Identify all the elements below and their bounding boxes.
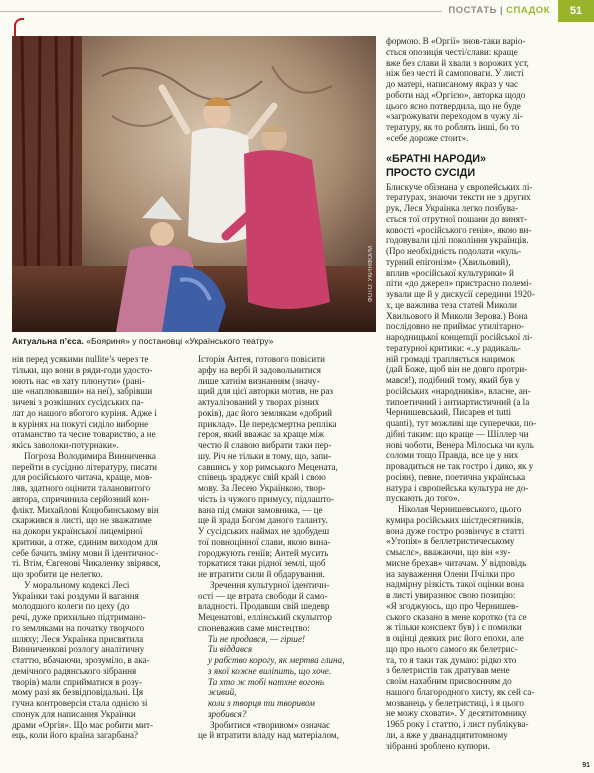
text-line: ли, а вже у дванадцятитомному (386, 729, 508, 740)
text-line: щий для цієї авторки мотив, не раз (198, 386, 334, 397)
text-line: У моральному кодексі Лесі (24, 579, 130, 590)
footer-mark: 91 (582, 762, 590, 769)
text-line: років), дає його землякам «добрий (198, 407, 333, 418)
text-line: нові чоботи, Венера Мілоська чи куль (386, 439, 534, 450)
section-subheading: ПРОСТО СУСІДИ (386, 166, 476, 179)
text-line: демічного радянського зібрання (12, 665, 137, 676)
text-line: Меценатові, еллінський скульптор (198, 612, 332, 622)
text-line: ється опозиція честі/слави: краще (386, 46, 518, 57)
text-line: тературах, знаючи тексти не з других (386, 192, 531, 203)
text-line: своїм нахабним присвоєнням до (386, 676, 512, 686)
text-line: владності. Продавши свій шедевр (198, 601, 330, 612)
poem-line: Та хто ж тобі натхне вогонь (208, 676, 325, 687)
section-label-secondary: СПАДОК (506, 5, 550, 16)
text-line: го земляками на початку творчого (12, 622, 145, 633)
text-line: ніж без честі й самоповаги. У листі (386, 68, 524, 79)
text-line: не втратити сили й обдарування. (198, 569, 325, 579)
text-line: смыслє», вважаючи, що він «зу- (386, 547, 511, 557)
text-line: ній громаді трапляється нацимок (386, 353, 515, 364)
text-line: та, то я таки так думаю: рідко хто (386, 654, 517, 665)
text-line: роботи над «Оргією», авторка щодо (386, 89, 526, 100)
text-line: Винниченкові розлогу аналітичну (12, 644, 145, 655)
text-line: ості — це втрата свободи й само- (198, 590, 328, 601)
text-line: Погроза Володимира Винниченка (24, 450, 156, 461)
article-column-3 (386, 36, 582, 751)
text-line: арфу на вербі й задовольнитися (198, 364, 321, 375)
text-line: з белетристів так дратував мене (386, 665, 510, 676)
text-line: на докори української лицемірної (12, 526, 143, 536)
text-line: Ніколая Чернишевського, цього (398, 504, 522, 514)
text-line: «Утопія» в беллетристичеському (386, 536, 515, 547)
text-line: споневажив саме мистецтво: (198, 622, 310, 633)
caption-text: «Бояриня» у постановці «Українського театру» (83, 336, 274, 346)
text-line: типоетичний і антиартистичний (а la (386, 396, 530, 407)
caption-bold: Актуальна п’єса. (12, 336, 84, 346)
text-line: тературу, як то роблять інші, бо то (386, 122, 520, 132)
text-line: ше «наплювавши» на неї), забрівши (12, 386, 153, 397)
section-subheading: «БРАТНІ НАРОДИ» (386, 152, 487, 165)
text-line: Українки такі роздуми й вагання (12, 590, 139, 601)
text-line: росіян), певне, поетична українська (386, 471, 526, 482)
text-line: мисне брехав» читачам. У відповідь (386, 557, 527, 568)
text-line: творів) мали сприйматися в розу- (12, 676, 142, 687)
text-line: ляв, здатного оцінити талановитого (12, 483, 151, 493)
stage-photo (12, 36, 376, 332)
text-line: автора, спричинила серйозний кон- (12, 493, 150, 504)
text-line: драми «Оргія». Що має робити мит- (12, 719, 154, 730)
text-line: вже без слави й хвали з ворожих уст, (386, 57, 529, 68)
photo-caption (12, 336, 376, 346)
header-rule (0, 11, 470, 12)
text-line: отаманство та чесне товариство, а не (12, 429, 156, 440)
text-line: Зречення культурної ідентичн- (210, 579, 330, 590)
poem-line: Ти віддався (208, 644, 253, 655)
text-line: героя, який вважає за краще між (198, 429, 325, 440)
text-line: тільки, що вони в ряди-годи удосто- (12, 364, 153, 375)
page-number: 51 (558, 0, 594, 22)
text-line: quanti), тут можливі ще суперечки, по- (386, 418, 537, 428)
text-line: ті. Втім, Євгенові Чикаленку звірявся, (12, 558, 161, 569)
poem-line: зробився? (208, 708, 247, 719)
text-line: ж тільки конспект був) і є помилки (386, 622, 522, 633)
text-line: надмірну різкість такої оцінки вона (386, 579, 525, 590)
text-line: нів перед усякими nullite’s через те (12, 354, 149, 364)
text-line: в курінях на покуті сиділо виборне (12, 418, 149, 429)
text-line: актуалізований у творах різних (198, 397, 320, 407)
article-column-2 (198, 354, 378, 741)
poem-line: коли з творця ти творивом (208, 698, 315, 708)
text-line: Блискуче обізнана у європейських лі- (386, 181, 533, 192)
text-line: «себе дороже стоит». (386, 132, 469, 143)
text-line: турний епігонізм» (Хвильовий), (386, 256, 511, 267)
text-line: перейти в сусідню літературу, писати (12, 461, 158, 472)
text-line: годовували цілі покоління українців. (386, 235, 529, 246)
poem-line: живий, (208, 687, 237, 698)
text-line: шляху; Леся Українка присвятила (12, 633, 144, 644)
text-line: «загрожувати переходом в чужу лі- (386, 111, 523, 122)
page-header (0, 0, 594, 22)
text-line: Хвильового й Миколи Зерова.) Вона (386, 310, 528, 321)
text-line: цього ясно потвердила, що не буде (386, 100, 521, 111)
text-line: «Я згоджуюсь, що про Чернишев- (386, 600, 519, 611)
text-line: (дай Боже, щоб він не довго протри- (386, 364, 528, 375)
text-line: честю й славою вибрати таки пер- (198, 440, 332, 450)
text-line: нашого благородного хисту, як сей са- (386, 686, 535, 697)
poem-line: Ти не продався, — гірше! (208, 633, 306, 644)
text-line: в оцінці деяких рис його епохи, але (386, 633, 524, 643)
text-line: ковості «російського генія», якою ви- (386, 224, 532, 235)
text-line: ець, коли його країна загарбана? (12, 730, 139, 741)
text-line: вана під смаки замовника, — це (198, 504, 323, 515)
text-line: співець зраджує свій край і свою (198, 472, 326, 483)
text-line: мозванець у белетристиці, і я цього (386, 697, 524, 708)
text-line: ще й зрада Богом даного таланту. (198, 515, 328, 526)
text-line: торкатися таки рідної землі, щоб (198, 558, 326, 569)
text-line: чість із чужого примусу, підлашто- (198, 493, 335, 504)
section-label-primary: ПОСТАТЬ (448, 5, 497, 16)
poem-line: у рабство корогу, як мертва глина, (208, 655, 345, 665)
text-line: ється тої отрутної пошани до винят- (386, 213, 527, 224)
text-line: Чернишевський, Писарев et tutti (386, 407, 512, 418)
text-line: статтю, вбачаючи, зрозуміло, в ака- (12, 655, 150, 665)
section-label (442, 3, 556, 19)
text-line: мався!), подібний тому, який був у (386, 375, 520, 385)
text-line: в листі увиразнює свою позицію: (386, 590, 516, 600)
article-column-1 (12, 354, 192, 741)
text-line: російських «народників», власне, ан- (386, 385, 531, 396)
text-line: мому разі як безвідповідальні. Ця (12, 687, 144, 698)
text-line: савшись у хор римського Мецената, (198, 461, 338, 472)
text-line: для російського читача, краще, мов- (12, 472, 153, 483)
text-line: мову. За Лесею Українкою, твор- (198, 483, 326, 493)
text-line: речі, дуже прихильно підтримано- (12, 612, 146, 622)
text-line: гучна контроверсія стала однією зі (12, 698, 148, 708)
text-line: тературної критики: «..у радикаль- (386, 342, 521, 353)
text-line: флікт. Михайлові Коцюбинському він (12, 504, 159, 515)
text-line: приклад». Це передсмертна репліка (198, 418, 337, 429)
text-line: що про нього самого як белетрис- (386, 643, 518, 654)
text-line: зібранні зроблено купюри. (386, 740, 490, 751)
text-line: рук, Леся Українка легко позбува- (386, 203, 519, 213)
text-line: провадиться не так гостро і дико, як у (386, 461, 534, 471)
text-line: зували ще й у дискусії середини 1920- (386, 289, 535, 299)
text-line: кумира російських шістдесятників, (386, 514, 524, 525)
text-line: дібні таким: що краще — Шіллер чи (386, 428, 529, 439)
text-line: Зробитися «творивом» означає (210, 719, 330, 730)
text-line: критики, а отже, єдиним виходом для (12, 536, 158, 547)
text-line: себе бачить зміну мови й ідентичнос- (12, 547, 159, 558)
stage-photo-illustration (12, 36, 376, 332)
text-line: х, це важлива теза статей Миколи (386, 299, 517, 310)
text-line: городжують геніїв; Антей мусить (198, 547, 329, 558)
text-line: вплив «російської культурики» й (386, 267, 514, 278)
text-line: на зауваження Олени Пчілки про (386, 568, 515, 579)
text-line: послідовно не приймає утилітарно- (386, 321, 525, 332)
text-line: це й втратити владу над матеріалом, (198, 730, 339, 741)
text-line: скаржився в листі, що не зважатиме (12, 515, 152, 526)
text-line: У сусідських наймах не здобудеш (198, 526, 330, 536)
photo-credit: ФОТО: УКРІНФОРМ (368, 245, 374, 302)
text-line: піти «до джерел» пристрасно полемі- (386, 278, 532, 289)
text-line: формою. В «Оргії» знов-таки варіо- (386, 36, 526, 46)
text-line: народницької концепції російської лі- (386, 332, 533, 342)
poem-line: з якої кожне виліпить, що хоче. (208, 665, 332, 676)
text-line: шу. Річ не тільки в тому, що, запи- (198, 450, 332, 461)
text-line: молодшого колеги по цеху (до (12, 601, 130, 612)
text-line: натура і європейська культура не до- (386, 482, 529, 493)
section-separator: | (499, 5, 504, 16)
text-line: тої повноцінної слави, якою вина- (198, 536, 331, 547)
text-line: що зробити це нелегко. (12, 569, 103, 579)
text-line: пускають до того». (386, 493, 460, 504)
text-line: якісь заволоки-потурнаки». (12, 440, 119, 450)
text-line: ського сказано в мене коротко (та се (386, 611, 527, 622)
text-line: лат до нашого вбогого куріня. Адже і (12, 407, 157, 418)
text-line: 1965 року ї статтю, і лист публікува- (386, 719, 529, 729)
text-line: до матері, написаному якраз у час (386, 79, 519, 89)
text-line: вона дуже гостро розвінчує в статті (386, 525, 525, 536)
text-line: зичевi з розкішних сусідських па- (12, 397, 144, 407)
text-line: не можу сховати». У десятитомнику (386, 708, 527, 719)
text-line: спонук для написання Українки (12, 708, 136, 719)
text-line: соломи тощо Правда, все це у них (386, 450, 519, 461)
text-line: лише хатнім визнанням (значу- (198, 375, 320, 386)
text-line: (Про необхідність подолати «куль- (386, 246, 522, 256)
text-line: Історія Антея, готового повісити (198, 354, 326, 364)
text-line: юють нас «в хату плюнути» (ранi- (12, 375, 145, 386)
